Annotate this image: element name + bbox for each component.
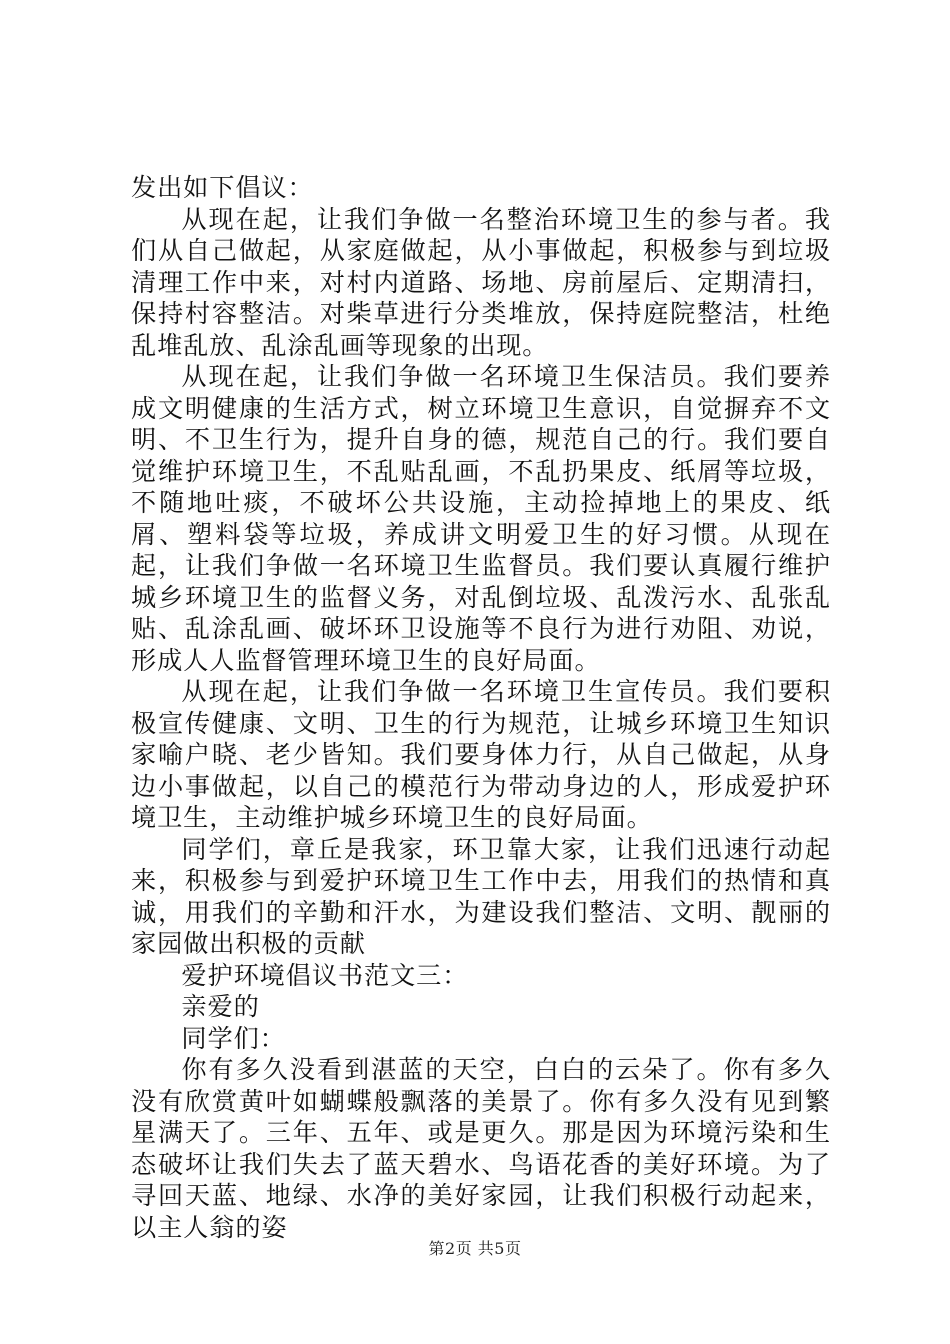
page-number-footer: 第2页 共5页 [428, 1239, 522, 1258]
paragraph-1: 发出如下倡议： [131, 173, 314, 202]
paragraph-9: 你有多久没看到湛蓝的天空，白白的云朵了。你有多久没有欣赏黄叶如蝴蝶般飘落的美景了。你有多久没有见到繁星满天了。三年、五年、或是更久。那是因为环境污染和生态破坏让我们失去了蓝天碧水、鸟语花香的美好环境。为了寻回天蓝、地绿、水净的美好家园，让我们积极行动起来，以主人翁的姿 [131, 1055, 831, 1242]
salutation-line-2: 同学们： [181, 1023, 286, 1053]
salutation-line-1: 亲爱的 [181, 992, 260, 1021]
document-body [131, 172, 831, 1243]
paragraph-4: 从现在起，让我们争做一名环境卫生宣传员。我们要积极宣传健康、文明、卫生的行为规范，让城乡环境卫生知识家喻户晓、老少皆知。我们要身体力行，从自己做起，从身边小事做起，以自己的模范行为带动身边的人，形成爱护环境卫生，主动维护城乡环境卫生的良好局面。 [131, 677, 831, 832]
section-heading: 爱护环境倡议书范文三： [181, 960, 469, 990]
paragraph-3: 从现在起，让我们争做一名环境卫生保洁员。我们要养成文明健康的生活方式，树立环境卫生意识，自觉摒弃不文明、不卫生行为，提升自身的德，规范自己的行。我们要自觉维护环境卫生，不乱贴乱画，不乱扔果皮、纸屑等垃圾，不随地吐痰，不破坏公共设施，主动捡掉地上的果皮、纸屑、塑料袋等垃圾，养成讲文明爱卫生的好习惯。从现在起，让我们争做一名环境卫生监督员。我们要认真履行维护城乡环境卫生的监督义务，对乱倒垃圾、乱泼污水、乱张乱贴、乱涂乱画、破坏环卫设施等不良行为进行劝阻、劝说，形成人人监督管理环境卫生的良好局面。 [131, 362, 831, 675]
paragraph-5: 同学们，章丘是我家，环卫靠大家，让我们迅速行动起来，积极参与到爱护环境卫生工作中去，用我们的热情和真诚，用我们的辛勤和汗水，为建设我们整洁、文明、靓丽的家园做出积极的贡献 [131, 834, 831, 958]
paragraph-2: 从现在起，让我们争做一名整治环境卫生的参与者。我们从自己做起，从家庭做起，从小事做起，积极参与到垃圾清理工作中来，对村内道路、场地、房前屋后、定期清扫，保持村容整洁。对柴草进行分类堆放，保持庭院整洁，杜绝乱堆乱放、乱涂乱画等现象的出现。 [131, 204, 831, 360]
